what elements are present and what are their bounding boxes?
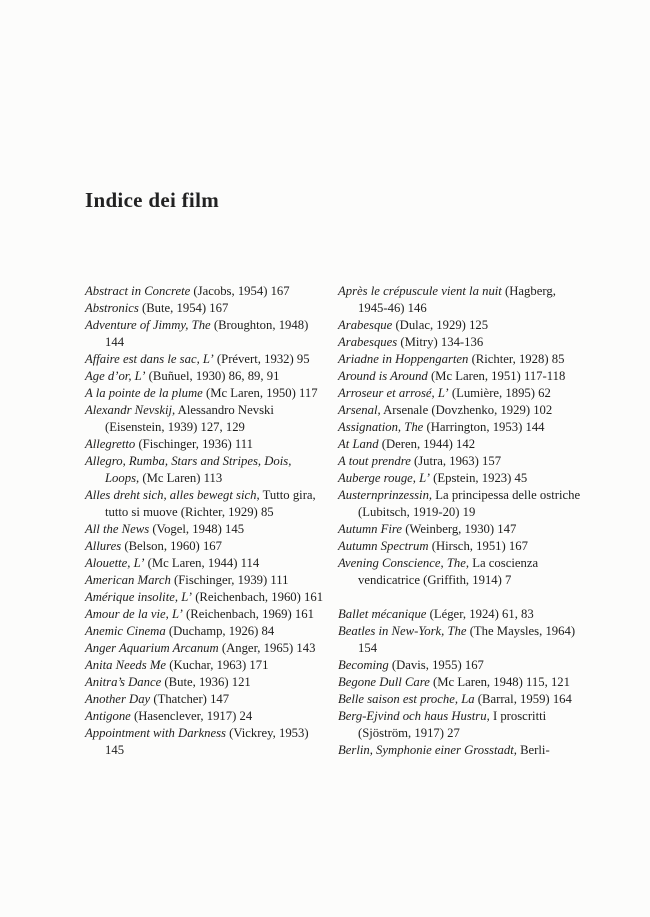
index-entry xyxy=(85,453,328,487)
film-details: (Harrington, 1953) 144 xyxy=(423,420,545,434)
index-entry xyxy=(338,538,581,555)
film-title: Abstract in Concrete xyxy=(85,284,191,298)
film-details: Alessandro Nevski (Eisenstein, 1939) 127, 129 xyxy=(105,403,274,434)
film-title: Anita Needs Me xyxy=(85,658,167,672)
film-title: Berlin, Symphonie einer Grosstadt, xyxy=(338,743,517,757)
film-details: (Deren, 1944) 142 xyxy=(378,437,476,451)
film-details: (Mc Laren, 1948) 115, 121 xyxy=(429,675,570,689)
film-title: A tout prendre xyxy=(338,454,411,468)
film-title: Around is Around xyxy=(338,369,428,383)
index-entry xyxy=(85,487,328,521)
index-entry xyxy=(85,538,328,555)
film-details: Berli- xyxy=(516,743,550,757)
page-title: Indice dei film xyxy=(85,188,219,213)
film-details: (Duchamp, 1926) 84 xyxy=(165,624,275,638)
film-title: Anemic Cinema xyxy=(85,624,166,638)
film-details: (Weinberg, 1930) 147 xyxy=(402,522,517,536)
film-details: (Vickrey, 1953) 145 xyxy=(105,726,309,757)
film-details: (Vogel, 1948) 145 xyxy=(149,522,245,536)
index-entry xyxy=(338,419,581,436)
index-entry xyxy=(338,470,581,487)
film-details: (Broughton, 1948) 144 xyxy=(105,318,309,349)
film-title: Arroseur et arrosé, L’ xyxy=(338,386,449,400)
film-title: Allures xyxy=(85,539,122,553)
film-details: (Bute, 1936) 121 xyxy=(161,675,251,689)
film-title: Alouette, L’ xyxy=(85,556,145,570)
film-details: Tutto gira, tutto si muove (Richter, 1929) 85 xyxy=(105,488,316,519)
film-title: Autumn Spectrum xyxy=(338,539,429,553)
index-entry xyxy=(338,708,581,742)
film-title: Age d’or, L’ xyxy=(85,369,146,383)
film-details: (Thatcher) 147 xyxy=(150,692,230,706)
index-entry xyxy=(85,589,328,606)
film-details: (Hagberg, 1945-46) 146 xyxy=(358,284,556,315)
index-entry xyxy=(85,283,328,300)
film-details: I proscritti (Sjöström, 1917) 27 xyxy=(358,709,547,740)
index-entry xyxy=(85,385,328,402)
index-entry xyxy=(338,487,581,521)
film-details: (Buñuel, 1930) 86, 89, 91 xyxy=(145,369,280,383)
film-details: (Mitry) 134-136 xyxy=(397,335,484,349)
film-title: Begone Dull Care xyxy=(338,675,430,689)
index-entry xyxy=(85,351,328,368)
index-entry xyxy=(338,453,581,470)
film-details: (Prévert, 1932) 95 xyxy=(213,352,310,366)
film-title: Arabesque xyxy=(338,318,393,332)
index-entry xyxy=(85,708,328,725)
film-details: La principessa delle ostriche (Lubitsch, 1919-20) 19 xyxy=(358,488,581,519)
film-title: Allegretto xyxy=(85,437,136,451)
film-title: Berg-Ejvind och haus Hustru, xyxy=(338,709,490,723)
film-title: Austernprinzessin, xyxy=(338,488,433,502)
film-details: (Barral, 1959) 164 xyxy=(474,692,572,706)
film-details: (Anger, 1965) 143 xyxy=(218,641,316,655)
film-title: All the News xyxy=(85,522,150,536)
film-title: Auberge rouge, L’ xyxy=(338,471,430,485)
film-title: Adventure of Jimmy, The xyxy=(85,318,211,332)
index-entry xyxy=(338,623,581,657)
film-index xyxy=(85,283,581,759)
index-entry xyxy=(85,521,328,538)
index-entry xyxy=(338,351,581,368)
index-entry xyxy=(85,402,328,436)
index-entry xyxy=(338,436,581,453)
film-title: Ballet mécanique xyxy=(338,607,427,621)
film-details: Arsenale (Dovzhenko, 1929) 102 xyxy=(380,403,553,417)
index-entry xyxy=(338,606,581,623)
film-title: Après le crépuscule vient la nuit xyxy=(338,284,502,298)
index-entry xyxy=(338,742,581,759)
film-title: Anger Aquarium Arcanum xyxy=(85,641,219,655)
index-entry xyxy=(338,657,581,674)
index-entry xyxy=(338,334,581,351)
index-entry xyxy=(85,691,328,708)
index-column-left xyxy=(85,283,328,759)
index-entry xyxy=(338,555,581,589)
index-entry xyxy=(338,385,581,402)
film-details: (Fischinger, 1939) 111 xyxy=(170,573,289,587)
film-details: (Davis, 1955) 167 xyxy=(388,658,484,672)
film-details: (Kuchar, 1963) 171 xyxy=(166,658,269,672)
film-title: Allegro, Rumba, Stars and Stripes, Dois, Loops, xyxy=(85,454,292,485)
film-details: (Reichenbach, 1969) 161 xyxy=(182,607,314,621)
film-title: At Land xyxy=(338,437,379,451)
film-title: Appointment with Darkness xyxy=(85,726,226,740)
index-entry xyxy=(85,368,328,385)
index-entry xyxy=(85,300,328,317)
film-title: Arsenal, xyxy=(338,403,381,417)
index-entry xyxy=(85,725,328,759)
film-title: Ariadne in Hoppengarten xyxy=(338,352,469,366)
index-entry xyxy=(85,623,328,640)
film-details: (Mc Laren, 1944) 114 xyxy=(144,556,260,570)
index-entry xyxy=(338,283,581,317)
index-entry xyxy=(85,606,328,623)
index-entry xyxy=(85,555,328,572)
film-title: Becoming xyxy=(338,658,389,672)
film-title: Affaire est dans le sac, L’ xyxy=(85,352,214,366)
index-column-right xyxy=(338,283,581,759)
film-title: Amour de la vie, L’ xyxy=(85,607,183,621)
index-entry xyxy=(85,572,328,589)
index-entry xyxy=(85,640,328,657)
film-details: (Hirsch, 1951) 167 xyxy=(428,539,528,553)
film-title: American March xyxy=(85,573,171,587)
film-details: (Richter, 1928) 85 xyxy=(468,352,565,366)
film-details: (Epstein, 1923) 45 xyxy=(429,471,528,485)
film-details: La coscienza vendicatrice (Griffith, 1914) 7 xyxy=(358,556,539,587)
film-details: (Léger, 1924) 61, 83 xyxy=(426,607,534,621)
film-title: Belle saison est proche, La xyxy=(338,692,475,706)
film-details: (Jutra, 1963) 157 xyxy=(410,454,502,468)
film-title: Autumn Fire xyxy=(338,522,403,536)
film-details: (Mc Laren, 1951) 117-118 xyxy=(427,369,566,383)
index-entry xyxy=(338,368,581,385)
index-entry xyxy=(338,691,581,708)
index-entry xyxy=(338,402,581,419)
film-title: Alexandr Nevskij, xyxy=(85,403,176,417)
film-title: Antigone xyxy=(85,709,131,723)
film-title: Abstronics xyxy=(85,301,139,315)
film-title: Anitra’s Dance xyxy=(85,675,162,689)
film-details: (Lumière, 1895) 62 xyxy=(448,386,551,400)
index-entry xyxy=(338,521,581,538)
index-entry xyxy=(85,657,328,674)
film-title: A la pointe de la plume xyxy=(85,386,203,400)
film-details: (Hasenclever, 1917) 24 xyxy=(130,709,253,723)
index-entry xyxy=(338,674,581,691)
index-entry xyxy=(85,317,328,351)
film-details: (The Maysles, 1964) 154 xyxy=(358,624,576,655)
film-title: Arabesques xyxy=(338,335,398,349)
film-details: (Jacobs, 1954) 167 xyxy=(190,284,290,298)
film-title: Alles dreht sich, alles bewegt sich, xyxy=(85,488,260,502)
film-details: (Mc Laren) 113 xyxy=(139,471,223,485)
film-details: (Mc Laren, 1950) 117 xyxy=(202,386,318,400)
index-entry xyxy=(338,317,581,334)
film-details: (Bute, 1954) 167 xyxy=(138,301,229,315)
film-details: (Belson, 1960) 167 xyxy=(121,539,222,553)
film-title: Another Day xyxy=(85,692,151,706)
film-title: Amérique insolite, L’ xyxy=(85,590,193,604)
index-entry xyxy=(85,436,328,453)
film-details: (Dulac, 1929) 125 xyxy=(392,318,489,332)
film-details: (Fischinger, 1936) 111 xyxy=(135,437,253,451)
film-title: Beatles in New-York, The xyxy=(338,624,467,638)
film-details: (Reichenbach, 1960) 161 xyxy=(192,590,324,604)
film-title: Avening Conscience, The, xyxy=(338,556,470,570)
film-title: Assignation, The xyxy=(338,420,424,434)
index-entry xyxy=(85,674,328,691)
